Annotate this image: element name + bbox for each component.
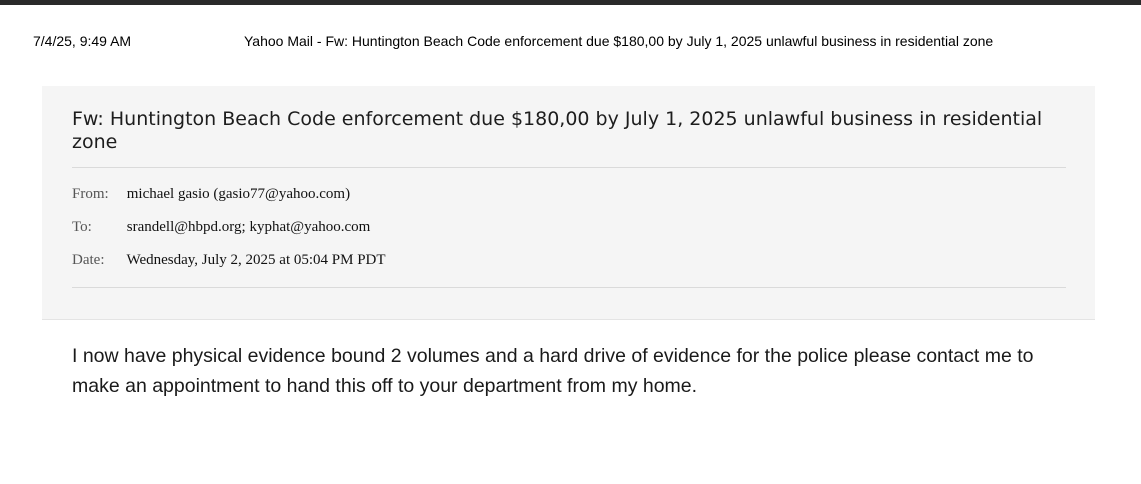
header-divider-top xyxy=(72,167,1066,168)
print-header xyxy=(0,33,1141,53)
message-header xyxy=(42,86,1095,320)
date-row xyxy=(72,252,386,269)
header-divider-bottom xyxy=(72,287,1066,288)
from-label: From: xyxy=(72,186,109,202)
to-row xyxy=(72,219,370,236)
message-subject: Fw: Huntington Beach Code enforcement due $180,00 by July 1, 2025 unlawful business in residential zone xyxy=(72,108,1043,153)
from-value[interactable]: michael gasio (gasio77@yahoo.com) xyxy=(126,186,351,202)
top-edge-bar xyxy=(0,0,1141,5)
print-page-title: Yahoo Mail - Fw: Huntington Beach Code enforcement due $180,00 by July 1, 2025 unlawful business in residential zone xyxy=(244,33,994,49)
from-row xyxy=(72,186,350,203)
date-label: Date: xyxy=(72,252,105,268)
message-body: I now have physical evidence bound 2 volumes and a hard drive of evidence for the police please contact me to make an appointment to hand this off to your department from my home. xyxy=(72,345,1034,397)
to-value[interactable]: srandell@hbpd.org; kyphat@yahoo.com xyxy=(126,219,371,235)
print-datetime: 7/4/25, 9:49 AM xyxy=(33,33,132,49)
date-value: Wednesday, July 2, 2025 at 05:04 PM PDT xyxy=(126,252,386,268)
to-label: To: xyxy=(72,219,92,235)
